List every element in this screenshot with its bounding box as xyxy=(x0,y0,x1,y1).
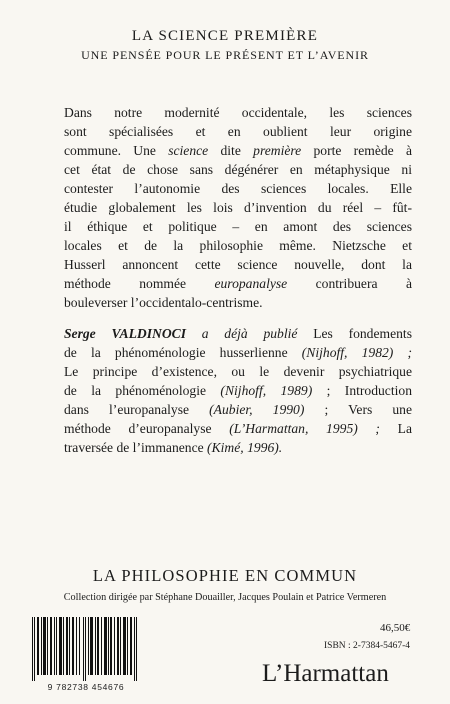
price: 46,50€ xyxy=(380,622,411,634)
text-line: Serge VALDINOCI a déjà publié Les fondements xyxy=(64,326,412,341)
book-title: LA SCIENCE PREMIÈRE xyxy=(131,28,319,44)
series-direction: Collection dirigée par Stéphane Douailler, Jacques Poulain et Patrice Vermeren xyxy=(63,592,387,603)
series-name: LA PHILOSOPHIE EN COMMUN xyxy=(92,566,358,585)
text-line: méthode nommée europanalyse contribuera à xyxy=(64,276,412,291)
text-line: de la phénoménologie husserlienne (Nijhoff, 1982) ; xyxy=(64,345,412,360)
text-line: Dans notre modernité occidentale, les sciences xyxy=(64,105,412,120)
text-line: Le principe d’existence, ou le devenir psychiatrique xyxy=(64,364,412,379)
text-line: commune. Une science dite première porte remède à xyxy=(64,143,412,158)
author-name: Serge VALDINOCI xyxy=(64,326,186,341)
bibliography-paragraph xyxy=(64,324,412,457)
text-line: sont spécialisées et en oublient leur origine xyxy=(64,124,412,139)
publisher-logo: L’Harmattan xyxy=(262,660,389,687)
text-line: contester l’autonomie des sciences locales. Elle xyxy=(64,181,412,196)
text-line: de la phénoménologie (Nijhoff, 1989) ; Introduction xyxy=(64,383,412,398)
text-line: bouleverser l’occidentalo-centrisme. xyxy=(64,295,263,310)
barcode-icon xyxy=(32,617,138,681)
text-line: Husserl annoncent cette science nouvelle, dont la xyxy=(64,257,412,272)
description-paragraph xyxy=(64,103,412,312)
barcode-number: 9 782738 454676 xyxy=(47,682,125,692)
text-line: il éthique et politique – en amont des sciences xyxy=(64,219,412,234)
text-line: traversée de l’immanence (Kimé, 1996). xyxy=(64,440,283,455)
text-line: locales et de la philosophie même. Nietzsche et xyxy=(64,238,412,253)
isbn: ISBN : 2-7384-5467-4 xyxy=(324,641,411,651)
text-line: méthode d’europanalyse (L’Harmattan, 1995) ; La xyxy=(64,421,412,436)
text-line: étudie globalement les lois d’invention du réel – fût- xyxy=(64,200,412,215)
book-subtitle: UNE PENSÉE POUR LE PRÉSENT ET L’AVENIR xyxy=(81,48,369,62)
text-line: dans l’europanalyse (Aubier, 1990) ; Vers une xyxy=(64,402,412,417)
text-line: cet état de chose sans dégénérer en métaphysique ni xyxy=(64,162,412,177)
